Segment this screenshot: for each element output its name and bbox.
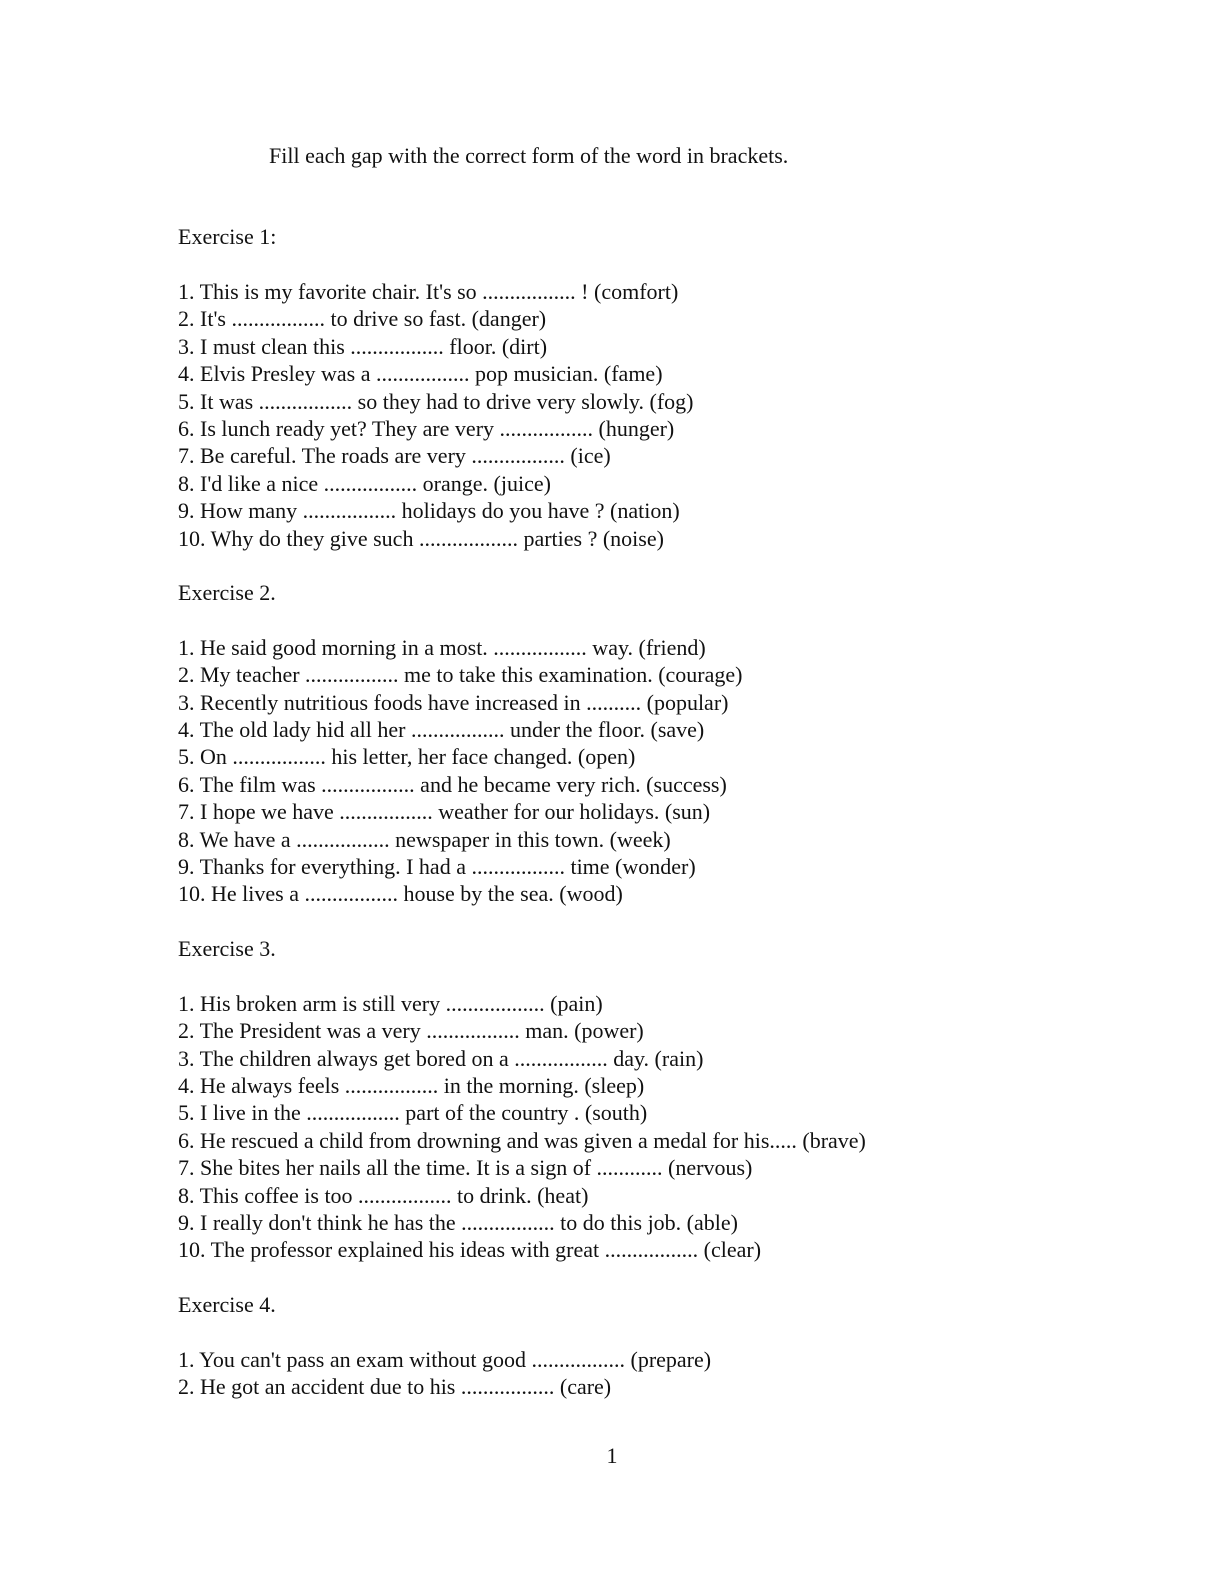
page-number: 1 xyxy=(606,1443,618,1468)
exercise-item: 8. This coffee is too ................. to drink. (heat) xyxy=(178,1182,589,1208)
exercise-item: 7. Be careful. The roads are very ................. (ice) xyxy=(178,443,611,469)
exercise-item: 6. The film was ................. and he became very rich. (success) xyxy=(178,771,727,797)
exercise-item: 10. He lives a ................. house by the sea. (wood) xyxy=(178,881,623,907)
exercise-item: 3. The children always get bored on a ................. day. (rain) xyxy=(178,1045,704,1071)
exercise-3 xyxy=(178,935,1178,1264)
exercise-item: 1. His broken arm is still very .................. (pain) xyxy=(178,990,603,1016)
exercise-item: 5. I live in the ................. part of the country . (south) xyxy=(178,1100,648,1126)
exercise-item: 4. He always feels ................. in the morning. (sleep) xyxy=(178,1072,645,1098)
exercise-item: 5. It was ................. so they had to drive very slowly. (fog) xyxy=(178,388,694,414)
exercise-item: 10. The professor explained his ideas with great ................. (clear) xyxy=(178,1237,762,1263)
exercise-item: 7. She bites her nails all the time. It is a sign of ............ (nervous) xyxy=(178,1155,753,1181)
exercise-item: 1. He said good morning in a most. ................. way. (friend) xyxy=(178,634,706,660)
exercise-item: 7. I hope we have ................. weather for our holidays. (sun) xyxy=(178,799,711,825)
exercise-item: 6. He rescued a child from drowning and was given a medal for his..... (brave) xyxy=(178,1127,866,1153)
exercise-item: 1. This is my favorite chair. It's so ................. ! (comfort) xyxy=(178,279,679,304)
exercise-list xyxy=(178,278,1178,552)
exercise-item: 2. The President was a very ................. man. (power) xyxy=(178,1018,644,1044)
exercise-list xyxy=(178,634,1178,908)
instruction-text: Fill each gap with the correct form of the word in brackets. xyxy=(269,143,789,168)
exercise-item: 5. On ................. his letter, her face changed. (open) xyxy=(178,744,636,770)
exercise-item: 2. He got an accident due to his ................. (care) xyxy=(178,1374,612,1400)
exercise-title: Exercise 3. xyxy=(178,935,276,961)
exercise-item: 4. The old lady hid all her ................. under the floor. (save) xyxy=(178,717,705,743)
exercise-item: 4. Elvis Presley was a ................. pop musician. (fame) xyxy=(178,361,663,387)
exercise-1 xyxy=(178,223,1178,552)
exercise-item: 2. It's ................. to drive so fast. (danger) xyxy=(178,306,547,332)
exercise-title: Exercise 2. xyxy=(178,579,276,605)
exercise-title: Exercise 4. xyxy=(178,1291,276,1317)
exercise-item: 9. I really don't think he has the ................. to do this job. (able) xyxy=(178,1209,738,1235)
exercise-item: 3. I must clean this ................. floor. (dirt) xyxy=(178,333,548,359)
exercise-item: 8. I'd like a nice ................. orange. (juice) xyxy=(178,470,551,496)
exercise-item: 3. Recently nutritious foods have increased in .......... (popular) xyxy=(178,689,729,715)
exercise-item: 9. How many ................. holidays do you have ? (nation) xyxy=(178,498,680,524)
exercise-list xyxy=(178,1346,1178,1401)
exercises-container xyxy=(178,223,1178,1428)
exercise-item: 2. My teacher ................. me to take this examination. (courage) xyxy=(178,662,743,688)
exercise-item: 1. You can't pass an exam without good ................. (prepare) xyxy=(178,1346,712,1372)
exercise-item: 8. We have a ................. newspaper in this town. (week) xyxy=(178,826,671,852)
exercise-list xyxy=(178,990,1178,1264)
exercise-item: 6. Is lunch ready yet? They are very ................. (hunger) xyxy=(178,415,675,441)
exercise-4 xyxy=(178,1291,1178,1401)
exercise-2 xyxy=(178,579,1178,908)
exercise-item: 10. Why do they give such .................. parties ? (noise) xyxy=(178,525,664,551)
exercise-item: 9. Thanks for everything. I had a ................. time (wonder) xyxy=(178,854,696,880)
exercise-title: Exercise 1: xyxy=(178,224,277,249)
